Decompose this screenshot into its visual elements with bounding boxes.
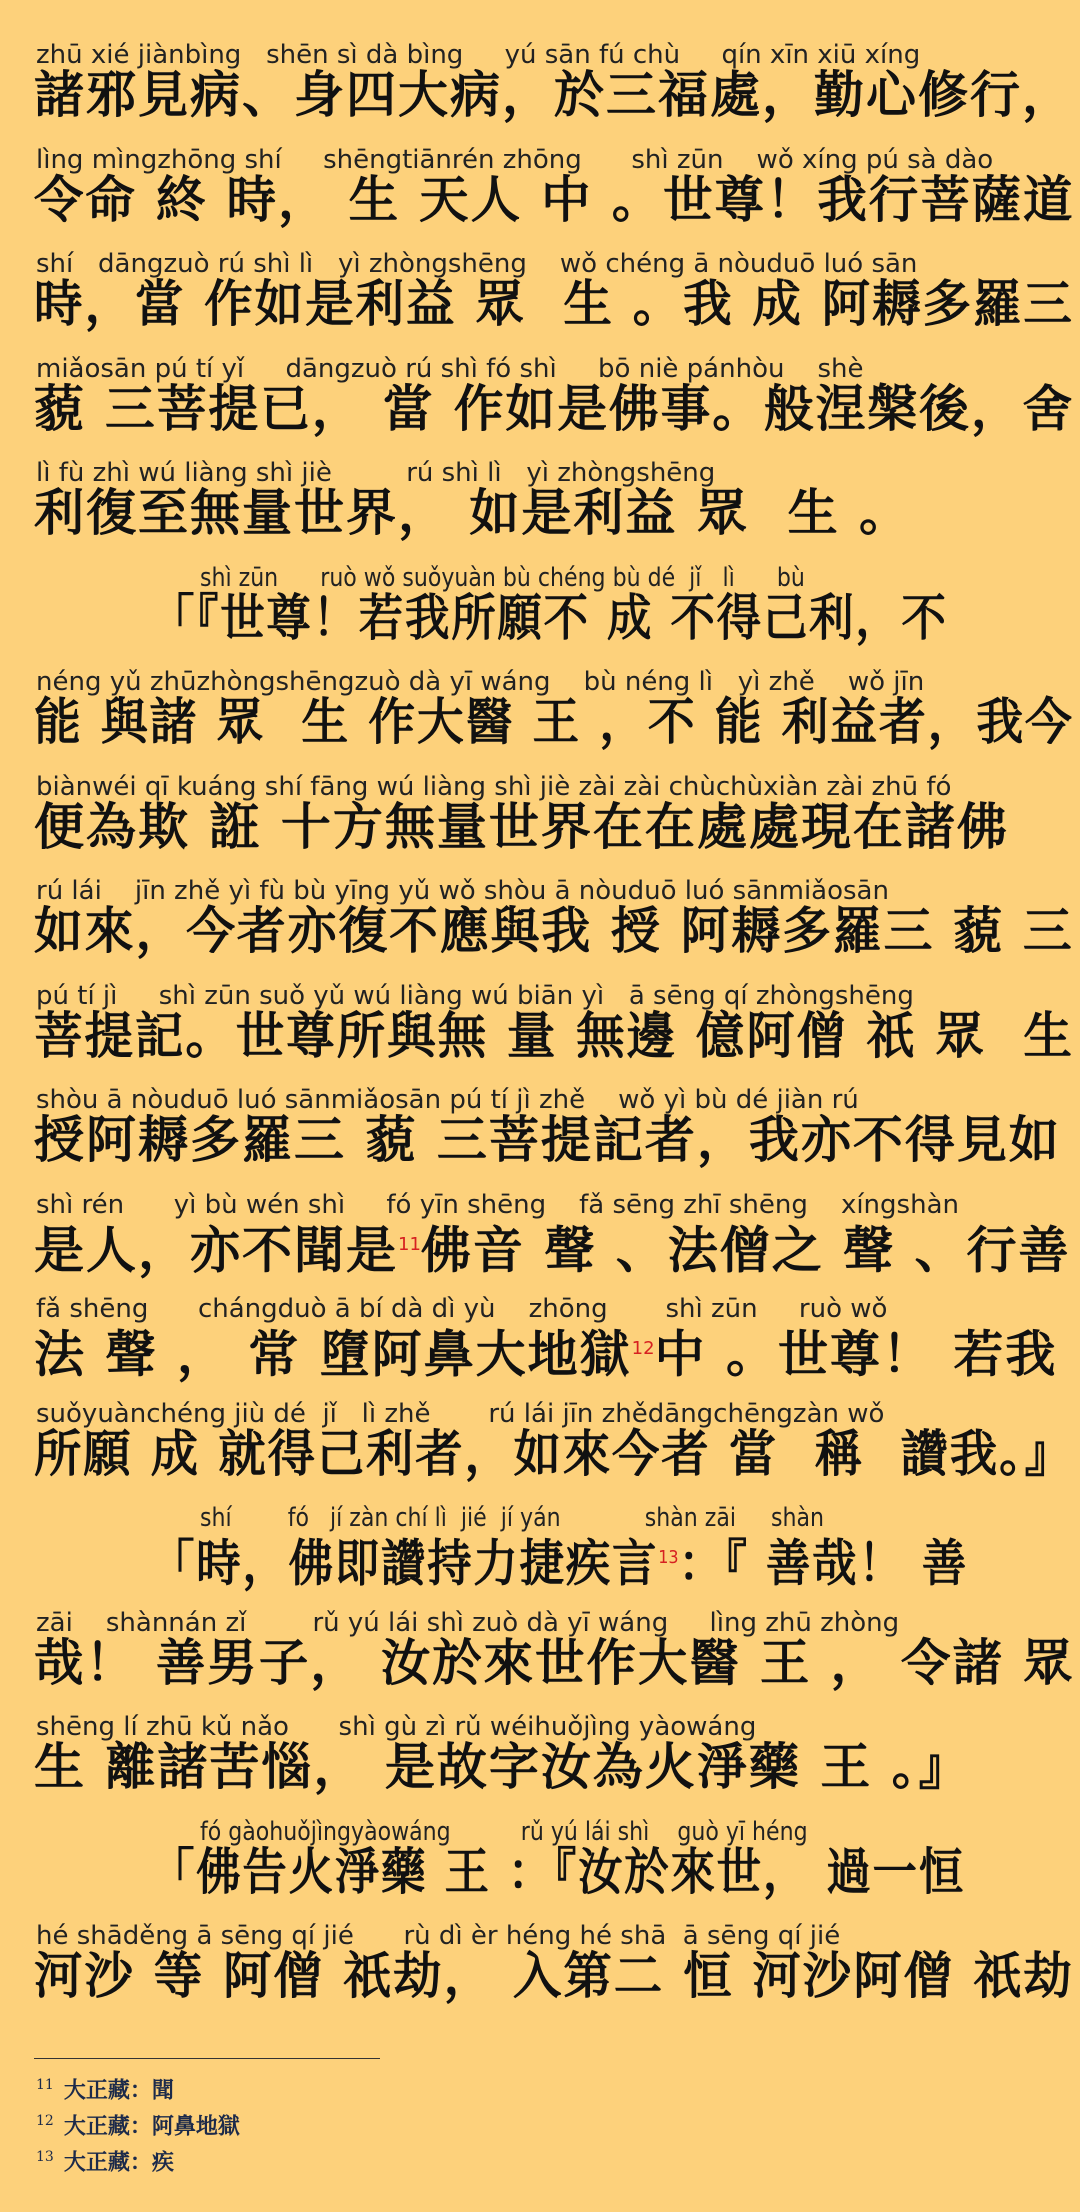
pinyin-line: biànwéi qī kuáng shí fāng wú liàng shì jiè zài zài chùchùxiàn zài zhū fó xyxy=(36,771,952,802)
hanzi-text: 令命 終 時， 生 天人 中 。世尊！我行菩薩道 xyxy=(34,170,1075,229)
pinyin-line: hé shāděng ā sēng qí jié rù dì èr héng hé shā ā sēng qí jié xyxy=(36,1921,841,1951)
hanzi-line xyxy=(34,66,1074,124)
pinyin-line: suǒyuànchéng jiù dé jǐ lì zhě rú lái jīn zhědāngchēngzàn wǒ xyxy=(36,1398,885,1429)
hanzi-text: 菩提記。世尊所與無 量 無邊 億阿僧 祇 眾 生 xyxy=(34,1006,1074,1065)
footnote-text: 大正藏：聞 xyxy=(63,2077,174,2104)
hanzi-line xyxy=(150,1529,1074,1593)
hanzi-line xyxy=(34,1216,1074,1280)
hanzi-text: 諸邪見病、身四大病，於三福處，勤心修行， xyxy=(34,66,1074,124)
footnote-text: 大正藏：阿鼻地獄 xyxy=(63,2113,240,2140)
pinyin-line: fó gàohuǒjìngyàowáng rǔ yú lái shì guò yī héng xyxy=(200,1816,808,1847)
hanzi-line xyxy=(34,484,1074,542)
pinyin-line: shēng lí zhū kǔ nǎo shì gù zì rǔ wéihuǒjìng yàowáng xyxy=(36,1712,757,1742)
hanzi-text: 「『世尊！若我所願不 成 不得己利，不 xyxy=(150,588,948,647)
hanzi-text: 法 聲 ， 常 墮阿鼻大地獄 xyxy=(34,1325,632,1384)
hanzi-line xyxy=(34,1738,1074,1796)
pinyin-line: lìng mìngzhōng shí shēngtiānrén zhōng shì zūn wǒ xíng pú sà dào xyxy=(36,144,994,175)
hanzi-text: 「時，佛即讚持力捷疾言 xyxy=(150,1534,659,1593)
hanzi-line xyxy=(34,798,1074,856)
pinyin-line: miǎosān pú tí yǐ dāngzuò rú shì fó shì bō niè pánhòu shè xyxy=(36,353,864,384)
hanzi-text: 便為欺 誑 十方無量世界在在處處現在諸佛 xyxy=(34,797,1009,856)
footnote-ref[interactable]: 12 xyxy=(631,1338,655,1359)
hanzi-text-cont: 佛音 聲 、法僧之 聲 、行善 xyxy=(420,1221,1071,1280)
hanzi-line xyxy=(34,1111,1074,1169)
footnote-number: 11 xyxy=(36,2077,54,2093)
pinyin-line: zhū xié jiànbìng shēn sì dà bìng yú sān fú chù qín xīn xiū xíng xyxy=(36,40,921,70)
pinyin-line: shí fó jí zàn chí lì jié jí yán shàn zāi shàn xyxy=(200,1503,825,1533)
hanzi-text: 河沙 等 阿僧 祇劫， 入第二 恒 河沙阿僧 祇劫 xyxy=(34,1947,1074,2005)
pinyin-line: shòu ā nòuduō luó sānmiǎosān pú tí jì zhě wǒ yì bù dé jiàn rú xyxy=(36,1085,859,1115)
footnote-item xyxy=(36,2072,174,2104)
pinyin-line: fǎ shēng chángduò ā bí dà dì yù zhōng shì zūn ruò wǒ xyxy=(36,1294,888,1324)
hanzi-text: 藐 三菩提已， 當 作如是佛事。般涅槃後，舍 xyxy=(34,379,1075,438)
footnote-divider xyxy=(34,2058,380,2059)
pinyin-line: shì rén yì bù wén shì fó yīn shēng fǎ sēng zhī shēng xíngshàn xyxy=(36,1189,959,1220)
pinyin-line: shì zūn ruò wǒ suǒyuàn bù chéng bù dé jǐ lì bù xyxy=(200,562,805,593)
footnote-text: 大正藏：疾 xyxy=(63,2149,174,2176)
pinyin-line: pú tí jì shì zūn suǒ yǔ wú liàng wú biān yì ā sēng qí zhòngshēng xyxy=(36,980,914,1011)
footnote-number: 13 xyxy=(36,2149,54,2165)
hanzi-text: 如來，今者亦復不應與我 授 阿耨多羅三 藐 三 xyxy=(34,902,1074,960)
footnote-item xyxy=(36,2108,240,2140)
hanzi-line xyxy=(34,1424,1074,1483)
pinyin-line: rú lái jīn zhě yì fù bù yīng yǔ wǒ shòu ā nòuduō luó sānmiǎosān xyxy=(36,876,889,906)
hanzi-line xyxy=(34,693,1074,751)
footnote-item xyxy=(36,2144,174,2176)
hanzi-text: 利復至無量世界， 如是利益 眾 生 。 xyxy=(34,484,912,542)
hanzi-text: 哉！ 善男子， 汝於來世作大醫 王 ， 令諸 眾 xyxy=(34,1633,1075,1692)
hanzi-text: 「佛告火淨藥 王 ：『汝於來世， 過一恒 xyxy=(150,1842,965,1901)
footnote-number: 12 xyxy=(36,2113,54,2129)
hanzi-text: 能 與諸 眾 生 作大醫 王 ，不 能 利益者，我今 xyxy=(34,693,1074,751)
hanzi-text: 所願 成 就得己利者，如來今者 當 稱 讚我。』 xyxy=(34,1424,1074,1483)
pinyin-line: néng yǔ zhūzhòngshēngzuò dà yī wáng bù néng lì yì zhě wǒ jīn xyxy=(36,667,925,697)
hanzi-line xyxy=(34,1320,1074,1384)
hanzi-text: 時，當 作如是利益 眾 生 。我 成 阿耨多羅三 xyxy=(34,275,1074,333)
footnote-ref[interactable]: 13 xyxy=(658,1547,679,1568)
hanzi-line xyxy=(34,902,1074,960)
hanzi-text-cont: 中 。世尊！ 若我 xyxy=(654,1325,1058,1384)
hanzi-line xyxy=(34,1633,1075,1692)
hanzi-line xyxy=(34,1006,1074,1065)
hanzi-text: 授阿耨多羅三 藐 三菩提記者，我亦不得見如 xyxy=(34,1111,1061,1169)
footnote-ref[interactable]: 11 xyxy=(398,1233,421,1255)
pinyin-line: shí dāngzuò rú shì lì yì zhòngshēng wǒ chéng ā nòuduō luó sān xyxy=(36,249,918,279)
hanzi-line xyxy=(34,170,1075,229)
hanzi-line xyxy=(34,379,1075,438)
pinyin-line: zāi shànnán zǐ rǔ yú lái shì zuò dà yī wáng lìng zhū zhòng xyxy=(36,1607,900,1638)
hanzi-line xyxy=(34,1947,1074,2005)
hanzi-line xyxy=(150,589,1074,647)
hanzi-text: 生 離諸苦惱， 是故字汝為火淨藥 王 。』 xyxy=(34,1738,971,1796)
pinyin-line: lì fù zhì wú liàng shì jiè rú shì lì yì zhòngshēng xyxy=(36,458,716,488)
hanzi-line xyxy=(34,275,1074,333)
hanzi-line xyxy=(150,1843,1074,1901)
hanzi-text: 是人，亦不聞是 xyxy=(34,1221,398,1280)
hanzi-text-cont: ：『 善哉！ 善 xyxy=(678,1534,969,1593)
